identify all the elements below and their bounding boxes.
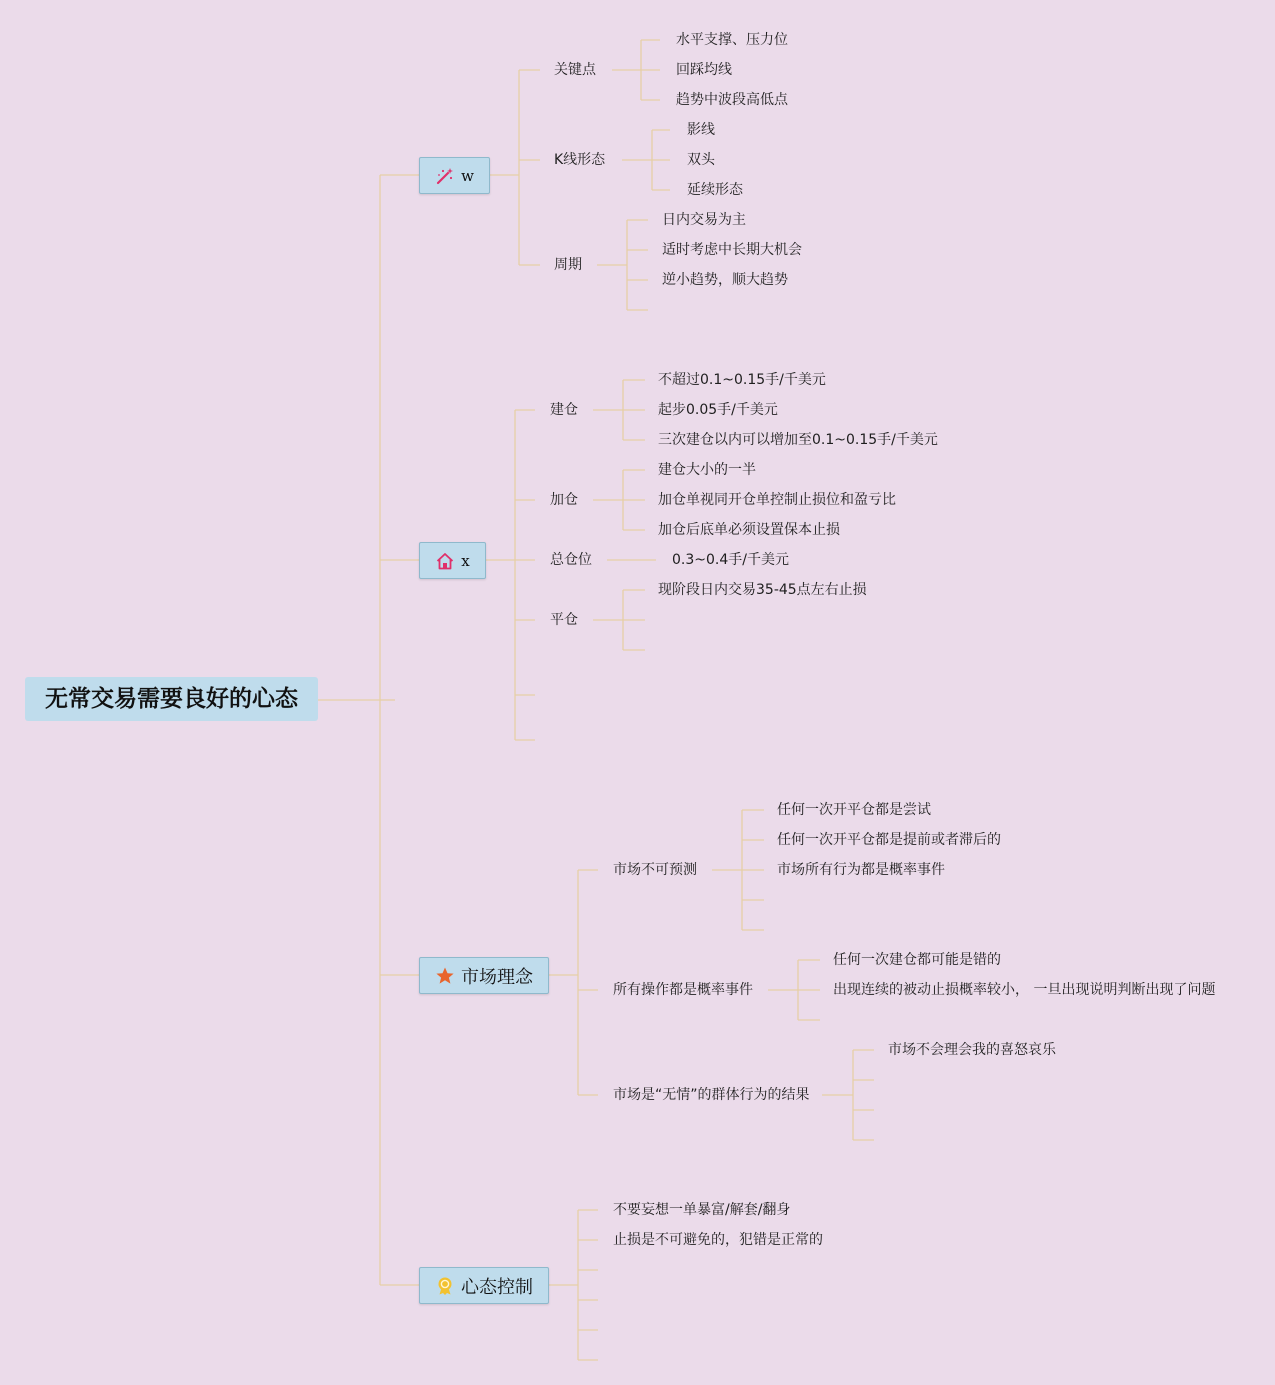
leaf-item[interactable]: 不超过0.1~0.15手/千美元 (658, 372, 826, 388)
leaf-item[interactable]: 加仓单视同开仓单控制止损位和盈亏比 (658, 492, 896, 508)
leaf-item[interactable]: 日内交易为主 (662, 212, 746, 228)
subtopic-period[interactable]: 周期 (554, 257, 582, 273)
leaf-item[interactable]: 三次建仓以内可以增加至0.1~0.15手/千美元 (658, 432, 938, 448)
leaf-item[interactable]: 市场不会理会我的喜怒哀乐 (888, 1042, 1056, 1058)
root-topic[interactable]: 无常交易需要良好的心态 (25, 677, 318, 721)
leaf-item[interactable]: 趋势中波段高低点 (676, 92, 788, 108)
leaf-item[interactable]: 延续形态 (687, 182, 743, 198)
leaf-item[interactable]: 任何一次建仓都可能是错的 (833, 952, 1001, 968)
subtopic-market-group-behavior[interactable]: 市场是“无情”的群体行为的结果 (613, 1087, 810, 1103)
subtopic-key-points[interactable]: 关键点 (554, 62, 596, 78)
leaf-item[interactable]: 出现连续的被动止损概率较小， 一旦出现说明判断出现了问题 (833, 982, 1216, 998)
leaf-item[interactable]: 双头 (687, 152, 715, 168)
subtopic-total-position[interactable]: 总仓位 (550, 552, 592, 568)
subtopic-probability-events[interactable]: 所有操作都是概率事件 (613, 982, 753, 998)
leaf-item[interactable]: 回踩均线 (676, 62, 732, 78)
star-icon (435, 966, 455, 986)
branch-market-concept-label: 市场理念 (461, 966, 533, 988)
leaf-item[interactable]: 影线 (687, 122, 715, 138)
branch-market-concept[interactable] (419, 957, 549, 994)
leaf-item[interactable]: 任何一次开平仓都是尝试 (777, 802, 931, 818)
subtopic-open-position[interactable]: 建仓 (550, 402, 578, 418)
leaf-item[interactable]: 逆小趋势，顺大趋势 (662, 272, 788, 288)
leaf-item[interactable]: 水平支撑、压力位 (676, 32, 788, 48)
medal-icon (435, 1276, 455, 1296)
branch-mindset-control[interactable] (419, 1267, 549, 1304)
subtopic-close-position[interactable]: 平仓 (550, 612, 578, 628)
leaf-item[interactable]: 市场所有行为都是概率事件 (777, 862, 945, 878)
subtopic-k-line-pattern[interactable]: K线形态 (554, 152, 606, 168)
branch-mindset-control-label: 心态控制 (461, 1276, 533, 1298)
leaf-item[interactable]: 起步0.05手/千美元 (658, 402, 778, 418)
branch-x[interactable] (419, 542, 486, 579)
magic-wand-icon (435, 166, 455, 186)
leaf-item[interactable]: 适时考虑中长期大机会 (662, 242, 802, 258)
leaf-item[interactable]: 不要妄想一单暴富/解套/翻身 (613, 1202, 791, 1218)
leaf-item[interactable]: 建仓大小的一半 (658, 462, 756, 478)
leaf-item[interactable]: 止损是不可避免的，犯错是正常的 (613, 1232, 823, 1248)
branch-w-label: w (461, 166, 474, 185)
leaf-item[interactable]: 加仓后底单必须设置保本止损 (658, 522, 840, 538)
subtopic-market-unpredictable[interactable]: 市场不可预测 (613, 862, 697, 878)
leaf-item[interactable]: 现阶段日内交易35-45点左右止损 (658, 582, 867, 598)
leaf-item[interactable]: 任何一次开平仓都是提前或者滞后的 (777, 832, 1001, 848)
house-icon (435, 551, 455, 571)
branch-x-label: x (461, 551, 470, 570)
subtopic-add-position[interactable]: 加仓 (550, 492, 578, 508)
leaf-item[interactable]: 0.3~0.4手/千美元 (672, 552, 789, 568)
branch-w[interactable] (419, 157, 490, 194)
